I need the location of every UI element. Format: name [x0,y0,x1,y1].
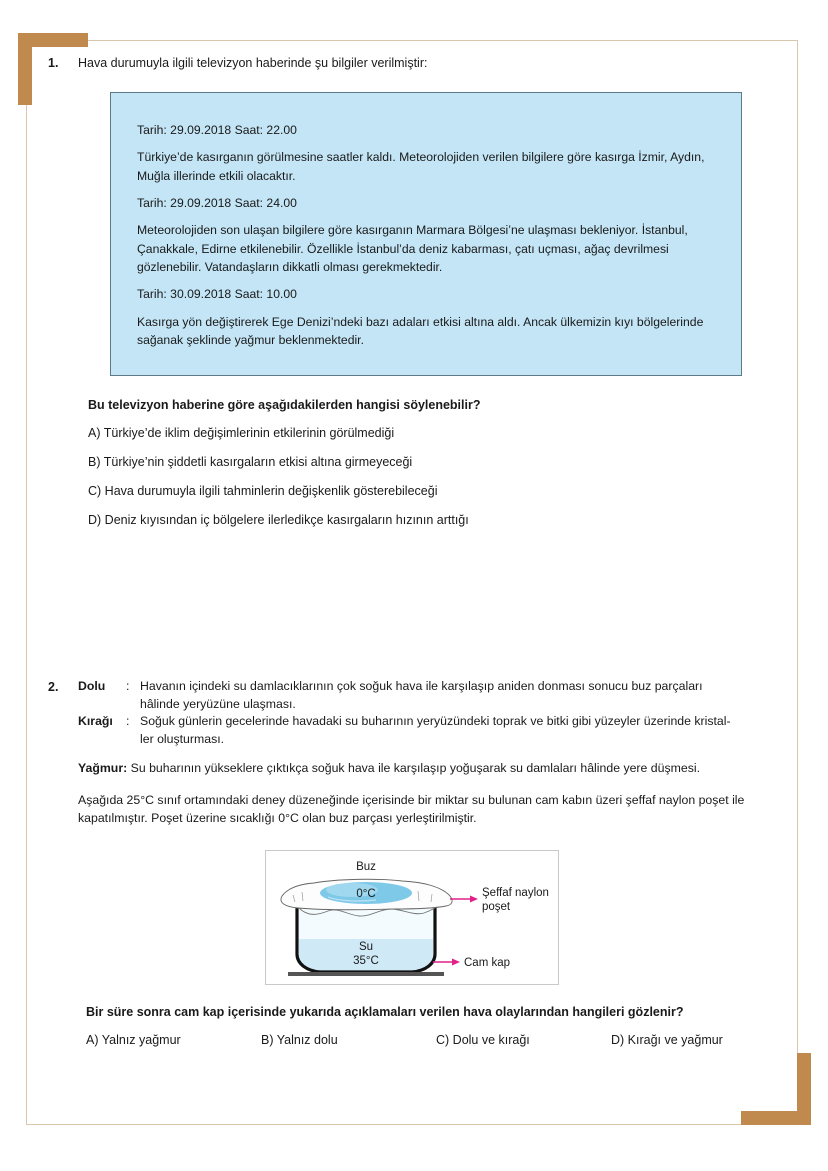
ice-temperature: 0°C [356,887,376,900]
question-1-option-b[interactable]: B) Türkiye’nin şiddetli kasırgaların etkisi altına girmeyeceği [88,455,413,470]
definition-body-kiragi: Soğuk günlerin gecelerinde havadaki su buharının yeryüzündeki toprak ve bitki gibi yüzeyler üzerinde kristal- [140,714,731,729]
question-1-number: 1. [48,56,59,70]
question-2-block [48,678,776,1047]
news-line-body-3: Kasırga yön değiştirerek Ege Denizi’ndeki bazı adaları etkisi altına aldı. Ancak ülkemizin kıyı bölgelerinde sağanak şeklinde yağmur beklenmektedir. [137,314,704,347]
ice-label: Buz [356,860,376,873]
question-1-option-a[interactable]: A) Türkiye’de iklim değişimlerinin etkilerinin görülmediği [88,426,395,441]
news-line-date-3: Tarih: 30.09.2018 Saat: 10.00 [137,287,297,302]
bag-callout-label-line2: poşet [482,900,511,913]
question-2-options [86,1033,776,1047]
question-1-header [48,54,776,72]
definition-colon-kiragi: : [126,714,130,729]
news-line-body-2: Meteorolojiden son ulaşan bilgilere göre kasırganın Marmara Bölgesi’ne ulaşması bekleniyor. İstanbul, Çanakkale, Edirne etkilenebilir. Özellikle İstanbul’da deniz kabarması, çatı uçması, ağaç devrilmesi gözlenebilir. Vatandaşların dikkatli olması gerekmektedir. [137,223,688,274]
question-2-prompt: Bir süre sonra cam kap içerisinde yukarıda açıklamaları verilen hava olaylarından hangileri gözlenir? [86,1004,684,1019]
bag-callout-arrowhead [470,895,478,902]
water-temperature: 35°C [353,954,379,967]
definition-term-dolu: Dolu [78,678,106,693]
question-2-number: 2. [48,679,59,694]
news-line-body-1: Türkiye’de kasırganın görülmesine saatler kaldı. Meteorolojiden verilen bilgilere göre kasırga İzmir, Aydın, Muğla illerinde etkili olacaktır. [137,150,705,183]
question-1-options [88,424,776,530]
worksheet-content [26,40,798,1125]
definition-body-dolu: Havanın içindeki su damlacıklarının çok soğuk hava ile karşılaşıp aniden donması sonucu buz parçaları [140,678,703,693]
water-label: Su [358,940,374,953]
experiment-diagram [265,850,559,985]
definition-yagmur [78,760,776,777]
news-line-date-1: Tarih: 29.09.2018 Saat: 22.00 [137,123,297,138]
question-1-option-d[interactable]: D) Deniz kıyısından iç bölgelere ilerledikçe kasırgaların hızının arttığı [88,513,469,528]
definition-term-kiragi: Kırağı [78,714,113,729]
question-1-stem: Hava durumuyla ilgili televizyon haberinde şu bilgiler verilmiştir: [78,56,428,70]
question-2-option-d[interactable]: D) Kırağı ve yağmur [611,1032,723,1047]
definition-cont-kiragi: ler oluşturması. [140,731,225,746]
table-surface [288,972,444,976]
experiment-setup-paragraph: Aşağıda 25°C sınıf ortamındaki deney düzeneğinde içerisinde bir miktar su bulunan cam kabın üzeri şeffaf naylon poşet ile kapatılmıştır. Poşet üzerine sıcaklığı 0°C olan buz parçası yerleştirilmiştir. [78,792,745,826]
definition-body-yagmur: Su buharının yükseklere çıktıkça soğuk hava ile karşılaşıp yoğuşarak su damlaları hâlinde yere düşmesi. [130,761,700,776]
jar-callout-label: Cam kap [464,956,511,969]
news-report-box [110,92,742,376]
question-1-prompt: Bu televizyon haberine göre aşağıdakilerden hangisi söylenebilir? [88,398,481,413]
question-2-definitions [48,678,776,748]
definition-colon-dolu: : [126,678,130,693]
question-1-option-c[interactable]: C) Hava durumuyla ilgili tahminlerin değişkenlik gösterebileceği [88,484,438,499]
question-2-option-c[interactable]: C) Dolu ve kırağı [436,1032,530,1047]
definition-term-yagmur: Yağmur: [78,761,128,776]
jar-callout-arrowhead [452,958,460,965]
question-2-option-a[interactable]: A) Yalnız yağmur [86,1032,181,1047]
question-2-option-b[interactable]: B) Yalnız dolu [261,1032,338,1047]
bag-callout-label-line1: Şeffaf naylon [482,886,549,899]
definition-cont-dolu: hâlinde yeryüzüne ulaşması. [140,696,296,711]
news-line-date-2: Tarih: 29.09.2018 Saat: 24.00 [137,196,297,211]
